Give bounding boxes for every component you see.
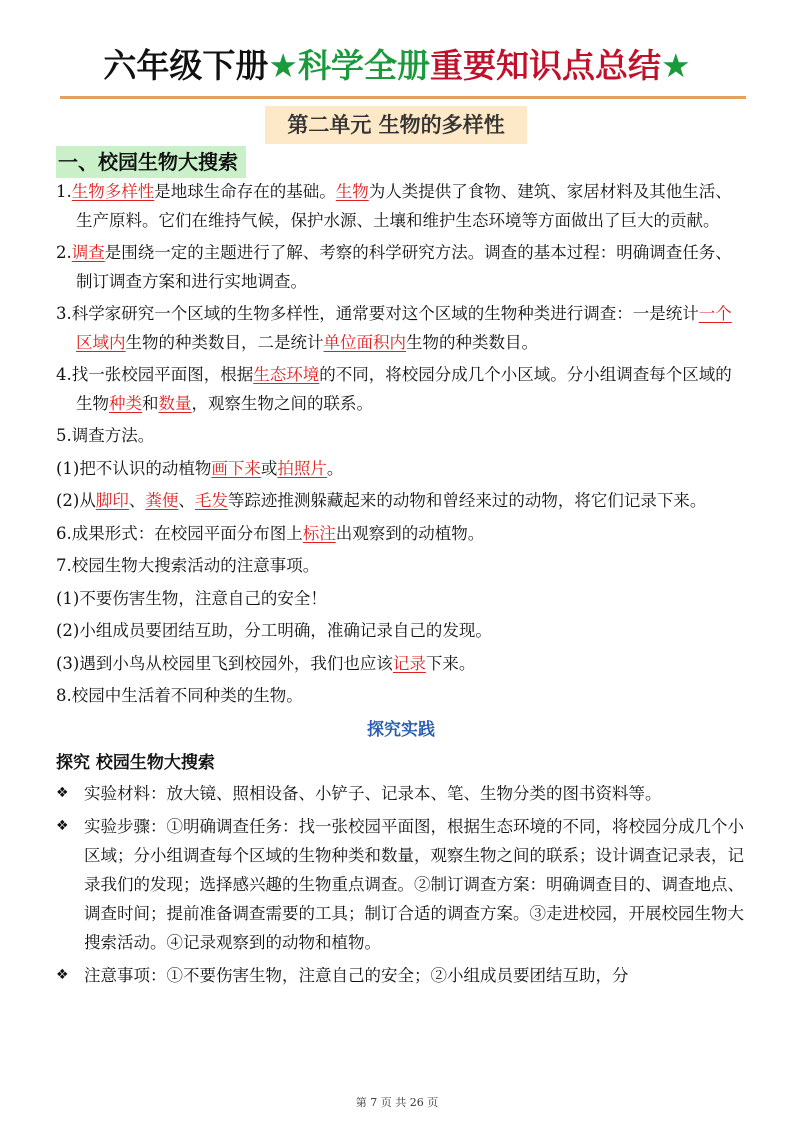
star-icon: ★ [268, 46, 298, 85]
item-number: (1) [56, 588, 80, 608]
title-subject: 科学全册 [298, 46, 430, 85]
key-term: 标注 [302, 523, 336, 543]
item-text: 校园中生活着不同种类的生物。 [71, 686, 303, 705]
bullet-text: 注意事项：①不要伤害生物，注意自己的安全；②小组成员要团结互助，分 [84, 965, 629, 985]
item-number: (1) [56, 458, 80, 478]
list-item [56, 650, 746, 679]
list-item [56, 455, 746, 484]
item-text: 生物的种类数目，二是统计 [125, 332, 324, 352]
key-term: 生物 [335, 182, 369, 201]
content-body [56, 178, 746, 994]
item-number: 1. [56, 182, 72, 201]
list-item [56, 487, 746, 516]
item-number: 4. [56, 365, 72, 384]
section-title: 一、校园生物大搜索 [56, 146, 246, 178]
key-term: 生物多样性 [71, 182, 155, 201]
page-footer: 第 7 页 共 26 页 [355, 1096, 439, 1109]
title-divider [60, 96, 746, 99]
item-number: (3) [56, 653, 80, 673]
diamond-bullet-icon: ❖ [56, 966, 69, 983]
item-text: 。 [326, 458, 344, 478]
knowledge-list [56, 178, 746, 711]
star-icon: ★ [661, 46, 691, 85]
item-text: 把不认识的动植物 [79, 458, 212, 478]
item-text: 、 [178, 491, 195, 510]
item-text: 的不同，将校园分成几个小区域。分小组调查每个区域的生物 [76, 365, 732, 413]
bullet-text: 实验材料：放大镜、照相设备、小铲子、记录本、笔、生物分类的图书资料等。 [84, 783, 662, 803]
item-text: 、 [128, 491, 146, 510]
diamond-bullet-icon: ❖ [56, 817, 69, 834]
list-item [56, 300, 746, 357]
list-item [56, 552, 746, 581]
title-grade: 六年级下册 [103, 46, 269, 85]
practice-heading: 探究实践 [367, 719, 435, 740]
item-number: 2. [56, 243, 72, 262]
list-item [56, 585, 746, 614]
item-text: 找一张校园平面图，根据 [71, 365, 254, 384]
key-term: 一个区域内 [76, 304, 732, 352]
practice-subheading: 探究 校园生物大搜索 [56, 752, 215, 773]
list-item [56, 520, 746, 549]
item-number: 5. [56, 426, 72, 445]
list-item [56, 178, 746, 235]
item-text: 出观察到的动植物。 [335, 523, 485, 543]
list-item [56, 239, 746, 296]
key-term: 粪便 [145, 491, 179, 510]
list-item [56, 682, 746, 711]
list-item [56, 422, 746, 451]
key-term: 记录 [392, 653, 426, 673]
bullet-materials [56, 779, 746, 808]
item-text: 校园生物大搜索活动的注意事项。 [71, 556, 320, 575]
item-text: 等踪迹推测躲藏起来的动物和曾经来过的动物，将它们记录下来。 [227, 491, 707, 510]
item-text: 是围绕一定的主题进行了解、考察的科学研究方法。调查的基本过程：明确调查任务、制订调查方案和进行实地调查。 [76, 243, 732, 291]
item-text: 不要伤害生物，注意自己的安全！ [79, 588, 327, 608]
list-item [56, 361, 746, 418]
unit-title: 第二单元 生物的多样性 [265, 106, 527, 144]
item-number: (2) [56, 621, 80, 640]
key-term: 种类 [109, 393, 142, 413]
item-text: 为人类提供了食物、建筑、家居材料及其他生活、生产原料。它们在维持气候，保护水源、土壤和维护生态环境等方面做出了巨大的贡献。 [76, 182, 732, 230]
document-title [0, 40, 794, 92]
item-text: 是地球生命存在的基础。 [154, 182, 336, 201]
item-number: 8. [56, 686, 72, 705]
item-text: 科学家研究一个区域的生物多样性，通常要对这个区域的生物种类进行调查：一是统计 [71, 304, 699, 323]
item-text: ，观察生物之间的联系。 [191, 393, 373, 413]
item-text: 生物的种类数目。 [406, 332, 538, 352]
item-text: 调查方法。 [71, 426, 155, 445]
item-text: 下来。 [425, 653, 476, 673]
key-term: 单位面积内 [323, 332, 406, 352]
item-number: 6. [56, 523, 72, 543]
list-item [56, 617, 746, 646]
item-text: 或 [260, 458, 278, 478]
item-number: (2) [56, 491, 80, 510]
key-term: 生态环境 [253, 365, 320, 384]
item-number: 7. [56, 556, 72, 575]
item-text: 和 [142, 393, 159, 413]
bullet-text: 实验步骤：①明确调查任务：找一张校园平面图，根据生态环境的不同，将校园分成几个小区域；分小组调查每个区域的生物种类和数量，观察生物之间的联系；设计调查记录表，记录我们的发现；选择感兴趣的生物重点调查。②制订调查方案：明确调查目的、调查地点、调查时间；提前准备调查需要的工具；制订合适的调查方案。③走进校园，开展校园生物大搜索活动。④记录观察到的动物和植物。 [84, 816, 744, 952]
item-text: 成果形式：在校园平面分布图上 [71, 523, 303, 543]
diamond-bullet-icon: ❖ [56, 784, 69, 801]
key-term: 拍照片 [277, 458, 327, 478]
key-term: 毛发 [194, 491, 228, 510]
key-term: 脚印 [95, 491, 129, 510]
title-summary: 重要知识点总结 [430, 46, 661, 85]
key-term: 数量 [158, 393, 192, 413]
bullet-notes [56, 961, 746, 990]
key-term: 调查 [71, 243, 105, 262]
bullet-steps [56, 812, 746, 957]
item-text: 从 [79, 491, 96, 510]
item-text: 小组成员要团结互助，分工明确，准确记录自己的发现。 [79, 621, 492, 640]
item-number: 3. [56, 304, 72, 323]
item-text: 遇到小鸟从校园里飞到校园外，我们也应该 [79, 653, 393, 673]
key-term: 画下来 [211, 458, 261, 478]
